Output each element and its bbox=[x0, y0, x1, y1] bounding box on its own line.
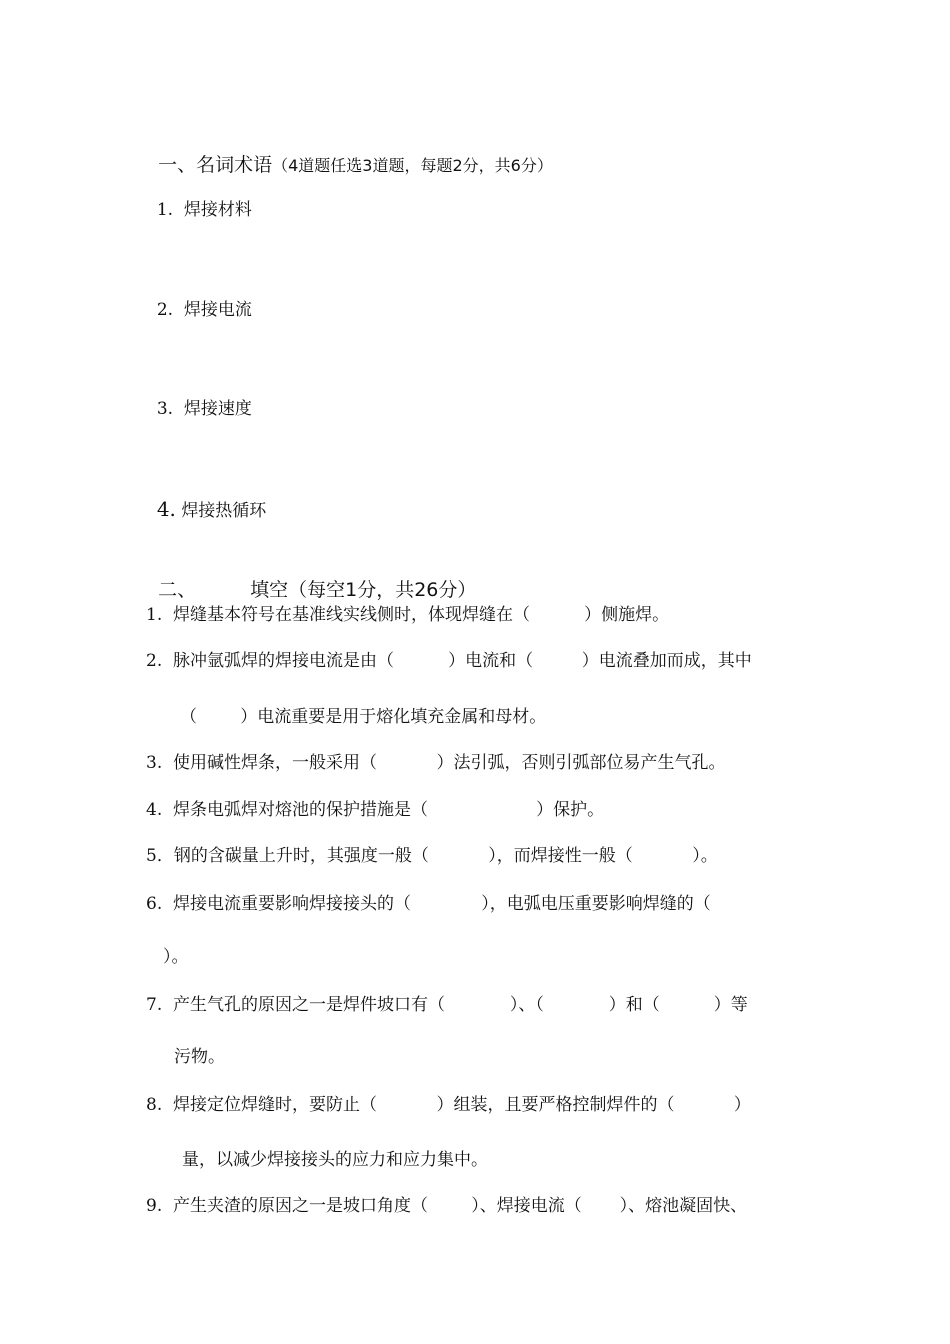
fill-line-6-cont: ）。 bbox=[163, 947, 189, 967]
section2-heading bbox=[146, 551, 476, 603]
fill-line-5: 5．钢的含碳量上升时，其强度一般（ ），而焊接性一般（ ）。 bbox=[146, 846, 718, 866]
section1-subtitle: （4道题任选3道题，每题2分，共6分） bbox=[272, 156, 553, 175]
section2-prefix: 二、 bbox=[158, 579, 197, 601]
section1-heading bbox=[146, 126, 553, 179]
fill-line-7-cont: 污物。 bbox=[174, 1047, 225, 1067]
term-number: 1. bbox=[156, 200, 174, 220]
fill-line-2: 2. 脉冲氩弧焊的焊接电流是由（ ）电流和（ ）电流叠加而成，其中 bbox=[146, 651, 752, 671]
term-item-1 bbox=[146, 177, 252, 221]
term-number: 2. bbox=[156, 300, 174, 320]
term-text: 焊接速度 bbox=[183, 399, 252, 419]
term-item-4 bbox=[146, 476, 266, 522]
section2-title: 填空（每空1分，共26分） bbox=[250, 579, 477, 601]
term-item-3 bbox=[146, 376, 252, 420]
term-number: 3. bbox=[156, 399, 174, 419]
fill-line-8: 8. 焊接定位焊缝时，要防止（ ）组装，且要严格控制焊件的（ ） bbox=[146, 1095, 751, 1115]
fill-line-2-cont: （ ）电流重要是用于熔化填充金属和母材。 bbox=[180, 707, 547, 727]
fill-line-4: 4. 焊条电弧焊对熔池的保护措施是（ ）保护。 bbox=[146, 800, 605, 820]
term-item-2 bbox=[146, 277, 252, 321]
fill-line-1: 1. 焊缝基本符号在基准线实线侧时，体现焊缝在（ ）侧施焊。 bbox=[146, 605, 670, 625]
fill-line-8-cont: 量，以减少焊接接头的应力和应力集中。 bbox=[182, 1150, 488, 1170]
term-number: 4. bbox=[156, 497, 176, 521]
fill-line-7: 7. 产生气孔的原因之一是焊件坡口有（ ）、（ ）和（ ）等 bbox=[146, 995, 748, 1015]
section1-title: 一、名词术语 bbox=[158, 154, 273, 176]
term-text: 焊接材料 bbox=[183, 200, 252, 220]
fill-line-6: 6. 焊接电流重要影响焊接接头的（ ），电弧电压重要影响焊缝的（ bbox=[146, 894, 711, 914]
term-text: 焊接热循环 bbox=[181, 501, 267, 521]
term-text: 焊接电流 bbox=[183, 300, 252, 320]
fill-line-3: 3. 使用碱性焊条，一般采用（ ）法引弧，否则引弧部位易产生气孔。 bbox=[146, 753, 726, 773]
fill-line-9: 9. 产生夹渣的原因之一是坡口角度（ ）、焊接电流（ ）、熔池凝固快、 bbox=[146, 1196, 748, 1216]
